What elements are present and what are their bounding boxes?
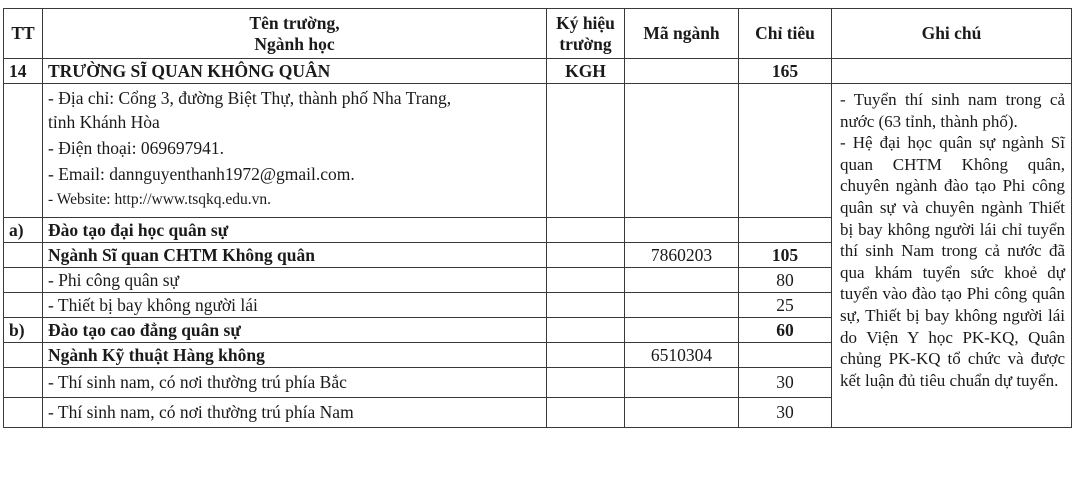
row-tt (4, 343, 43, 368)
header-symbol-line2: trường (559, 33, 612, 54)
row-code (625, 218, 739, 243)
row-symbol (547, 368, 625, 398)
header-name-line1: Tên trường, (249, 13, 340, 34)
school-symbol: KGH (547, 59, 625, 84)
row-code (625, 318, 739, 343)
row-code (625, 368, 739, 398)
row-name: - Thí sinh nam, có nơi thường trú phía Nam (43, 398, 547, 428)
notes-cell (832, 84, 1072, 428)
row-name: - Phi công quân sự (43, 268, 547, 293)
row-quota: 30 (739, 398, 832, 428)
row-quota (739, 343, 832, 368)
school-major-code (625, 59, 739, 84)
row-symbol (547, 398, 625, 428)
school-tt: 14 (4, 59, 43, 84)
header-symbol-line1: Ký hiệu (556, 13, 615, 34)
row-tt (4, 398, 43, 428)
row-name: Ngành Kỹ thuật Hàng không (43, 343, 547, 368)
school-name: TRƯỜNG SĨ QUAN KHÔNG QUÂN (43, 59, 547, 84)
row-symbol (547, 268, 625, 293)
school-row (4, 59, 1072, 84)
row-tt (4, 243, 43, 268)
email-line: - Email: dannguyenthanh1972@gmail.com. (48, 164, 355, 184)
row-name: - Thiết bị bay không người lái (43, 293, 547, 318)
header-major-code: Mã ngành (625, 9, 739, 59)
row-code: 7860203 (625, 243, 739, 268)
contact-quota (739, 84, 832, 218)
school-notes (832, 59, 1072, 84)
header-notes: Ghi chú (832, 9, 1072, 59)
header-school-symbol (547, 9, 625, 59)
row-quota (739, 218, 832, 243)
header-quota: Chỉ tiêu (739, 9, 832, 59)
row-name: - Thí sinh nam, có nơi thường trú phía Bắc (43, 368, 547, 398)
row-name: Ngành Sĩ quan CHTM Không quân (43, 243, 547, 268)
school-quota: 165 (739, 59, 832, 84)
row-symbol (547, 218, 625, 243)
row-code (625, 293, 739, 318)
header-row (4, 9, 1072, 59)
contact-tt (4, 84, 43, 218)
row-quota: 30 (739, 368, 832, 398)
row-quota: 25 (739, 293, 832, 318)
row-code (625, 398, 739, 428)
row-code: 6510304 (625, 343, 739, 368)
row-symbol (547, 243, 625, 268)
note-2: - Hệ đại học quân sự ngành Sĩ quan CHTM Không quân, chuyên ngành đào tạo Phi công quân sự và chuyên ngành Thiết bị bay không người lái chỉ tuyển thí sinh Nam trong cả nước đã qua khám tuyển sức khoẻ dự tuyển vào đào tạo Phi công quân sự, Thiết bị bay không người lái do Viện Y học PK-KQ, Quân chủng PK-KQ tổ chức và được kết luận đủ tiêu chuẩn dự tuyển. (840, 133, 1065, 390)
row-quota: 105 (739, 243, 832, 268)
row-name: Đào tạo cao đẳng quân sự (43, 318, 547, 343)
contact-major-code (625, 84, 739, 218)
row-symbol (547, 318, 625, 343)
phone-line: - Điện thoại: 069697941. (48, 138, 224, 158)
contact-row (4, 84, 1072, 218)
row-tt (4, 293, 43, 318)
header-school-name (43, 9, 547, 59)
row-code (625, 268, 739, 293)
row-symbol (547, 293, 625, 318)
row-tt: b) (4, 318, 43, 343)
address-line2: tỉnh Khánh Hòa (48, 112, 160, 132)
row-tt (4, 368, 43, 398)
header-name-line2: Ngành học (254, 33, 335, 54)
note-1: - Tuyển thí sinh nam trong cả nước (63 tỉnh, thành phố). (840, 90, 1065, 131)
row-quota: 60 (739, 318, 832, 343)
website-line: - Website: http://www.tsqkq.edu.vn. (48, 191, 272, 208)
row-name: Đào tạo đại học quân sự (43, 218, 547, 243)
contact-info (43, 84, 547, 218)
contact-symbol (547, 84, 625, 218)
row-quota: 80 (739, 268, 832, 293)
row-symbol (547, 343, 625, 368)
row-tt (4, 268, 43, 293)
admissions-table (3, 8, 1072, 428)
row-tt: a) (4, 218, 43, 243)
header-tt: TT (4, 9, 43, 59)
address-line1: - Địa chỉ: Cổng 3, đường Biệt Thự, thành phố Nha Trang, (48, 88, 452, 108)
